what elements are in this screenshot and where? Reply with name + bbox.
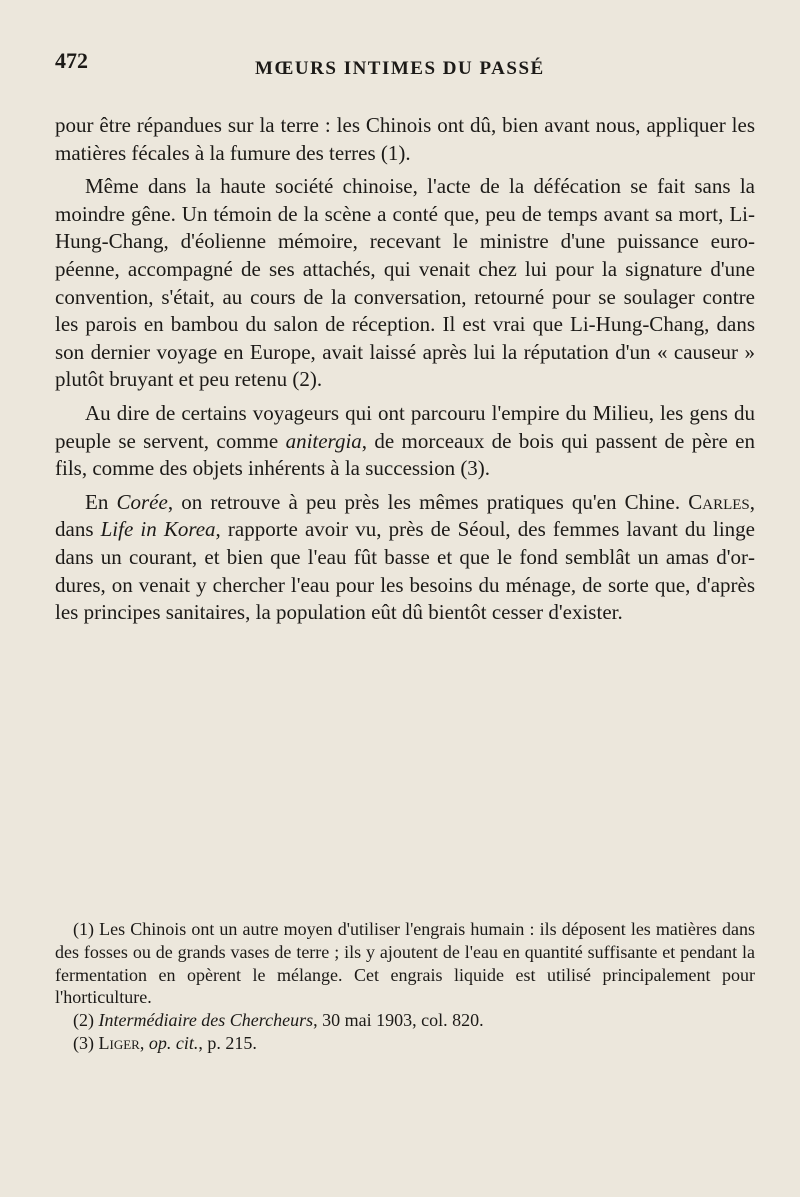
author-carles: Carles bbox=[688, 489, 750, 514]
paragraph-4 bbox=[55, 489, 755, 627]
paragraph-3-text-b: , de morceaux de bois qui passent de père en fils, comme des objets inhérents à la succession (3). bbox=[55, 428, 756, 481]
paragraph-3-text-a: Au dire de certains voyageurs qui ont parcouru l'empire du Milieu, les gens du peuple se servent, comme bbox=[55, 400, 755, 453]
footnote-3-author: Liger bbox=[98, 1032, 140, 1053]
footnote-3-page: , p. 215. bbox=[198, 1032, 257, 1053]
running-title: MŒURS INTIMES DU PASSÉ bbox=[255, 58, 545, 79]
term-anitergia: anitergia bbox=[285, 428, 362, 453]
paragraph-4-text-a: En bbox=[85, 489, 117, 514]
footnote-2 bbox=[55, 1009, 755, 1032]
paragraph-2: Même dans la haute société chinoise, l'acte de la défécation se fait sans la moindre gêne. Un témoin de la scène a conté que, peu de temps avant sa mort, Li-Hung-Chang, d'éolienne mémoire, recevant le ministre d'une puissance européenne, accompagné de ses attachés, qui venait chez lui pour la signature d'une convention, s'était, au cours de la conversation, retourné pour se soulager contre les parois en bambou du salon de réception. Il est vrai que Li-Hung-Chang, dans son dernier voyage en Europe, avait laissé après lui la réputation d'un « causeur » plutôt bruyant et peu retenu (2). bbox=[55, 174, 755, 392]
page-header bbox=[55, 48, 755, 82]
main-text bbox=[55, 112, 755, 633]
footnote-3-marker: (3) bbox=[73, 1032, 99, 1053]
footnote-1: (1) Les Chinois ont un autre moyen d'utiliser l'engrais humain : ils déposent les matières dans des fosses ou de grands vases de terre ; ils y ajoutent de l'eau en quantité suffisante et pendant la fermentation en opèrent le mélange. Cet engrais liquide est utilisé principalement pour l'horticulture. bbox=[55, 919, 755, 1008]
paragraph-4-text-d: , rapporte avoir vu, près de Séoul, des femmes lavant du linge dans un courant, et bien que l'eau fût basse et que le fond semblât un amas d'ordures, on venait y chercher l'eau pour les besoins du ménage, de sorte que, d'après les principes sanitaires, la population eût dû bientôt cesser d'exister. bbox=[55, 517, 755, 625]
footnote-3-sep: , bbox=[139, 1032, 149, 1053]
footnotes bbox=[55, 918, 755, 1055]
footnote-2-source: Intermédiaire des Chercheurs bbox=[98, 1010, 314, 1031]
page-number: 472 bbox=[55, 48, 88, 73]
paragraph-4-text-b: , on retrouve à peu près les mêmes pratiques qu'en Chine. bbox=[167, 489, 689, 514]
footnote-2-ref: , 30 mai 1903, col. 820. bbox=[313, 1010, 484, 1031]
footnote-3-opcit: op. cit. bbox=[148, 1032, 199, 1053]
footnote-2-marker: (2) bbox=[73, 1010, 99, 1031]
footnote-3 bbox=[55, 1032, 755, 1055]
paragraph-4-text-c: , dans bbox=[55, 489, 755, 542]
paragraph-3 bbox=[55, 400, 755, 483]
place-coree: Corée bbox=[116, 489, 168, 514]
book-title-life-in-korea: Life in Korea bbox=[100, 517, 216, 542]
paragraph-1: pour être répandues sur la terre : les Chinois ont dû, bien avant nous, appliquer les matières fécales à la fumure des terres (1). bbox=[55, 113, 755, 165]
